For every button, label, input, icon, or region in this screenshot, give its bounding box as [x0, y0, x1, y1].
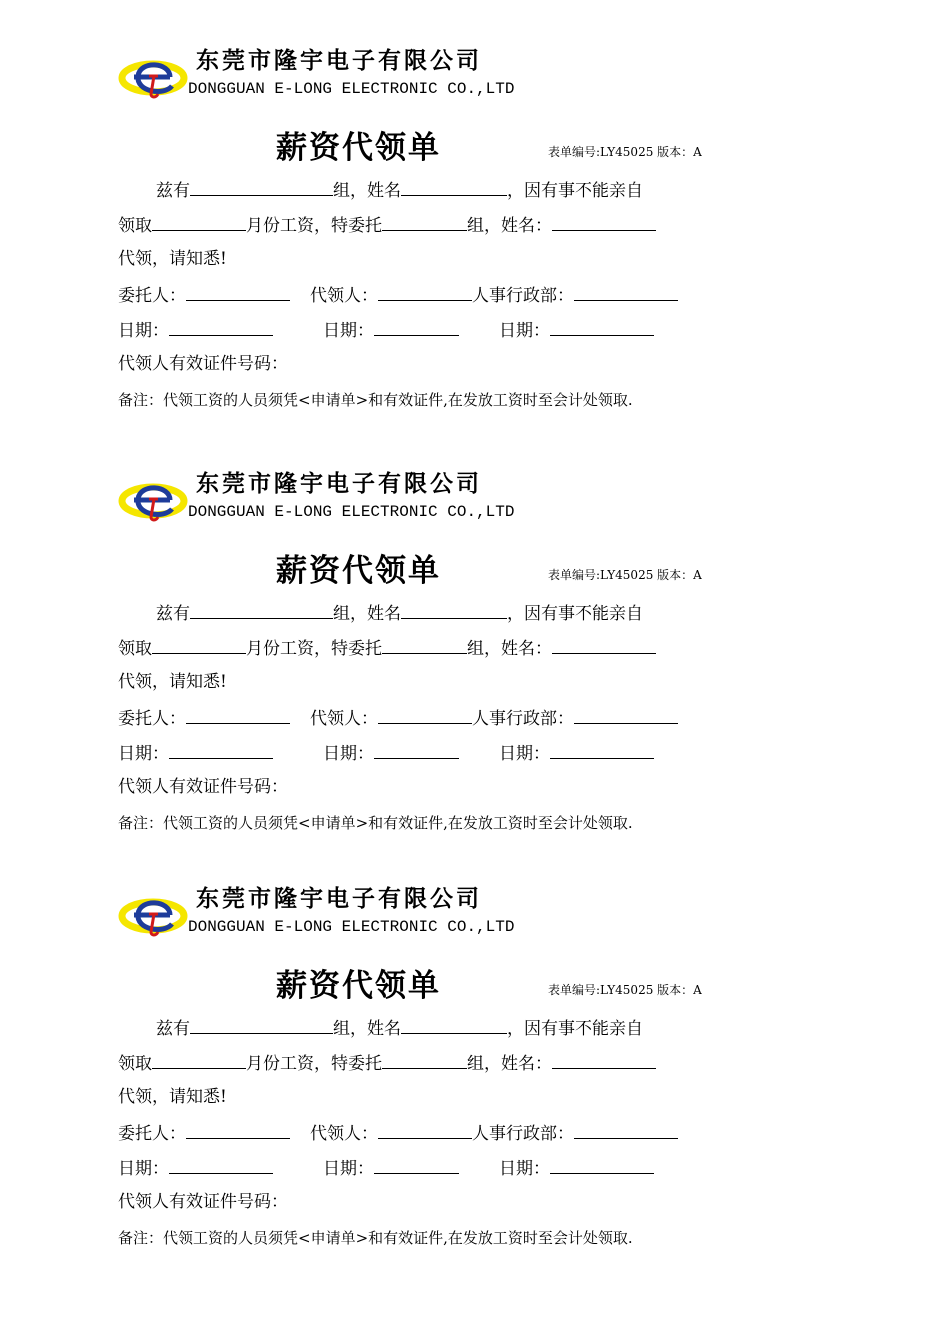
proxy-name-field[interactable] [552, 635, 656, 654]
form-title: 薪资代领单 [276, 968, 441, 1004]
date-line: 日期： 日期： 日期： [118, 740, 654, 764]
company-name-cn: 东莞市隆宇电子有限公司 [196, 470, 482, 497]
id-number-line: 代领人有效证件号码： [118, 1192, 288, 1212]
proxy-signature-field[interactable] [378, 282, 472, 301]
remark-line: 备注：代领工资的人员须凭<申请单>和有效证件,在发放工资时至会计处领取. [118, 1229, 633, 1247]
entruster-date-field[interactable] [169, 1155, 273, 1174]
proxy-date-field[interactable] [374, 1155, 459, 1174]
hr-signature-field[interactable] [574, 705, 678, 724]
signature-line: 委托人： 代领人： 人事行政部： [118, 705, 678, 729]
id-number-line: 代领人有效证件号码： [118, 354, 288, 374]
name-field[interactable] [401, 177, 507, 196]
hr-signature-field[interactable] [574, 1120, 678, 1139]
proxy-date-field[interactable] [374, 317, 459, 336]
name-field[interactable] [401, 1015, 507, 1034]
proxy-signature-field[interactable] [378, 1120, 472, 1139]
proxy-date-field[interactable] [374, 740, 459, 759]
group-field[interactable] [190, 177, 333, 196]
name-field[interactable] [401, 600, 507, 619]
statement-line-2: 领取 月份工资，特委托 组，姓名： [118, 212, 656, 236]
company-name-cn: 东莞市隆宇电子有限公司 [196, 885, 482, 912]
proxy-name-field[interactable] [552, 212, 656, 231]
proxy-name-field[interactable] [552, 1050, 656, 1069]
month-field[interactable] [152, 1050, 246, 1069]
statement-line-3: 代领，请知悉! [118, 249, 227, 269]
salary-proxy-form-2 [0, 463, 950, 883]
signature-line: 委托人： 代领人： 人事行政部： [118, 282, 678, 306]
hr-date-field[interactable] [550, 1155, 654, 1174]
company-name-cn: 东莞市隆宇电子有限公司 [196, 47, 482, 74]
group-field[interactable] [190, 600, 333, 619]
id-number-line: 代领人有效证件号码： [118, 777, 288, 797]
company-name-en: DONGGUAN E-LONG ELECTRONIC CO.,LTD [188, 80, 515, 98]
form-title: 薪资代领单 [276, 130, 441, 166]
entruster-date-field[interactable] [169, 317, 273, 336]
proxy-group-field[interactable] [382, 212, 467, 231]
hr-date-field[interactable] [550, 740, 654, 759]
group-field[interactable] [190, 1015, 333, 1034]
statement-line-2: 领取 月份工资，特委托 组，姓名： [118, 1050, 656, 1074]
statement-line-1: 兹有 组，姓名 ，因有事不能亲自 [118, 600, 643, 624]
date-line: 日期： 日期： 日期： [118, 317, 654, 341]
remark-line: 备注：代领工资的人员须凭<申请单>和有效证件,在发放工资时至会计处领取. [118, 391, 633, 409]
hr-date-field[interactable] [550, 317, 654, 336]
statement-line-3: 代领，请知悉! [118, 1087, 227, 1107]
salary-proxy-form-1 [0, 40, 950, 460]
proxy-group-field[interactable] [382, 1050, 467, 1069]
entruster-signature-field[interactable] [186, 705, 290, 724]
proxy-group-field[interactable] [382, 635, 467, 654]
entruster-signature-field[interactable] [186, 1120, 290, 1139]
entruster-signature-field[interactable] [186, 282, 290, 301]
month-field[interactable] [152, 635, 246, 654]
salary-proxy-form-3 [0, 878, 950, 1298]
statement-line-1: 兹有 组，姓名 ，因有事不能亲自 [118, 1015, 643, 1039]
remark-line: 备注：代领工资的人员须凭<申请单>和有效证件,在发放工资时至会计处领取. [118, 814, 633, 832]
form-code: 表单编号:LY45025 版本：A [548, 145, 702, 159]
company-logo [118, 48, 188, 102]
company-name-en: DONGGUAN E-LONG ELECTRONIC CO.,LTD [188, 503, 515, 521]
signature-line: 委托人： 代领人： 人事行政部： [118, 1120, 678, 1144]
form-code: 表单编号:LY45025 版本：A [548, 983, 702, 997]
hr-signature-field[interactable] [574, 282, 678, 301]
company-logo [118, 886, 188, 940]
form-title: 薪资代领单 [276, 553, 441, 589]
statement-line-3: 代领，请知悉! [118, 672, 227, 692]
form-code: 表单编号:LY45025 版本：A [548, 568, 702, 582]
statement-line-2: 领取 月份工资，特委托 组，姓名： [118, 635, 656, 659]
company-name-en: DONGGUAN E-LONG ELECTRONIC CO.,LTD [188, 918, 515, 936]
month-field[interactable] [152, 212, 246, 231]
proxy-signature-field[interactable] [378, 705, 472, 724]
date-line: 日期： 日期： 日期： [118, 1155, 654, 1179]
entruster-date-field[interactable] [169, 740, 273, 759]
statement-line-1: 兹有 组，姓名 ，因有事不能亲自 [118, 177, 643, 201]
company-logo [118, 471, 188, 525]
